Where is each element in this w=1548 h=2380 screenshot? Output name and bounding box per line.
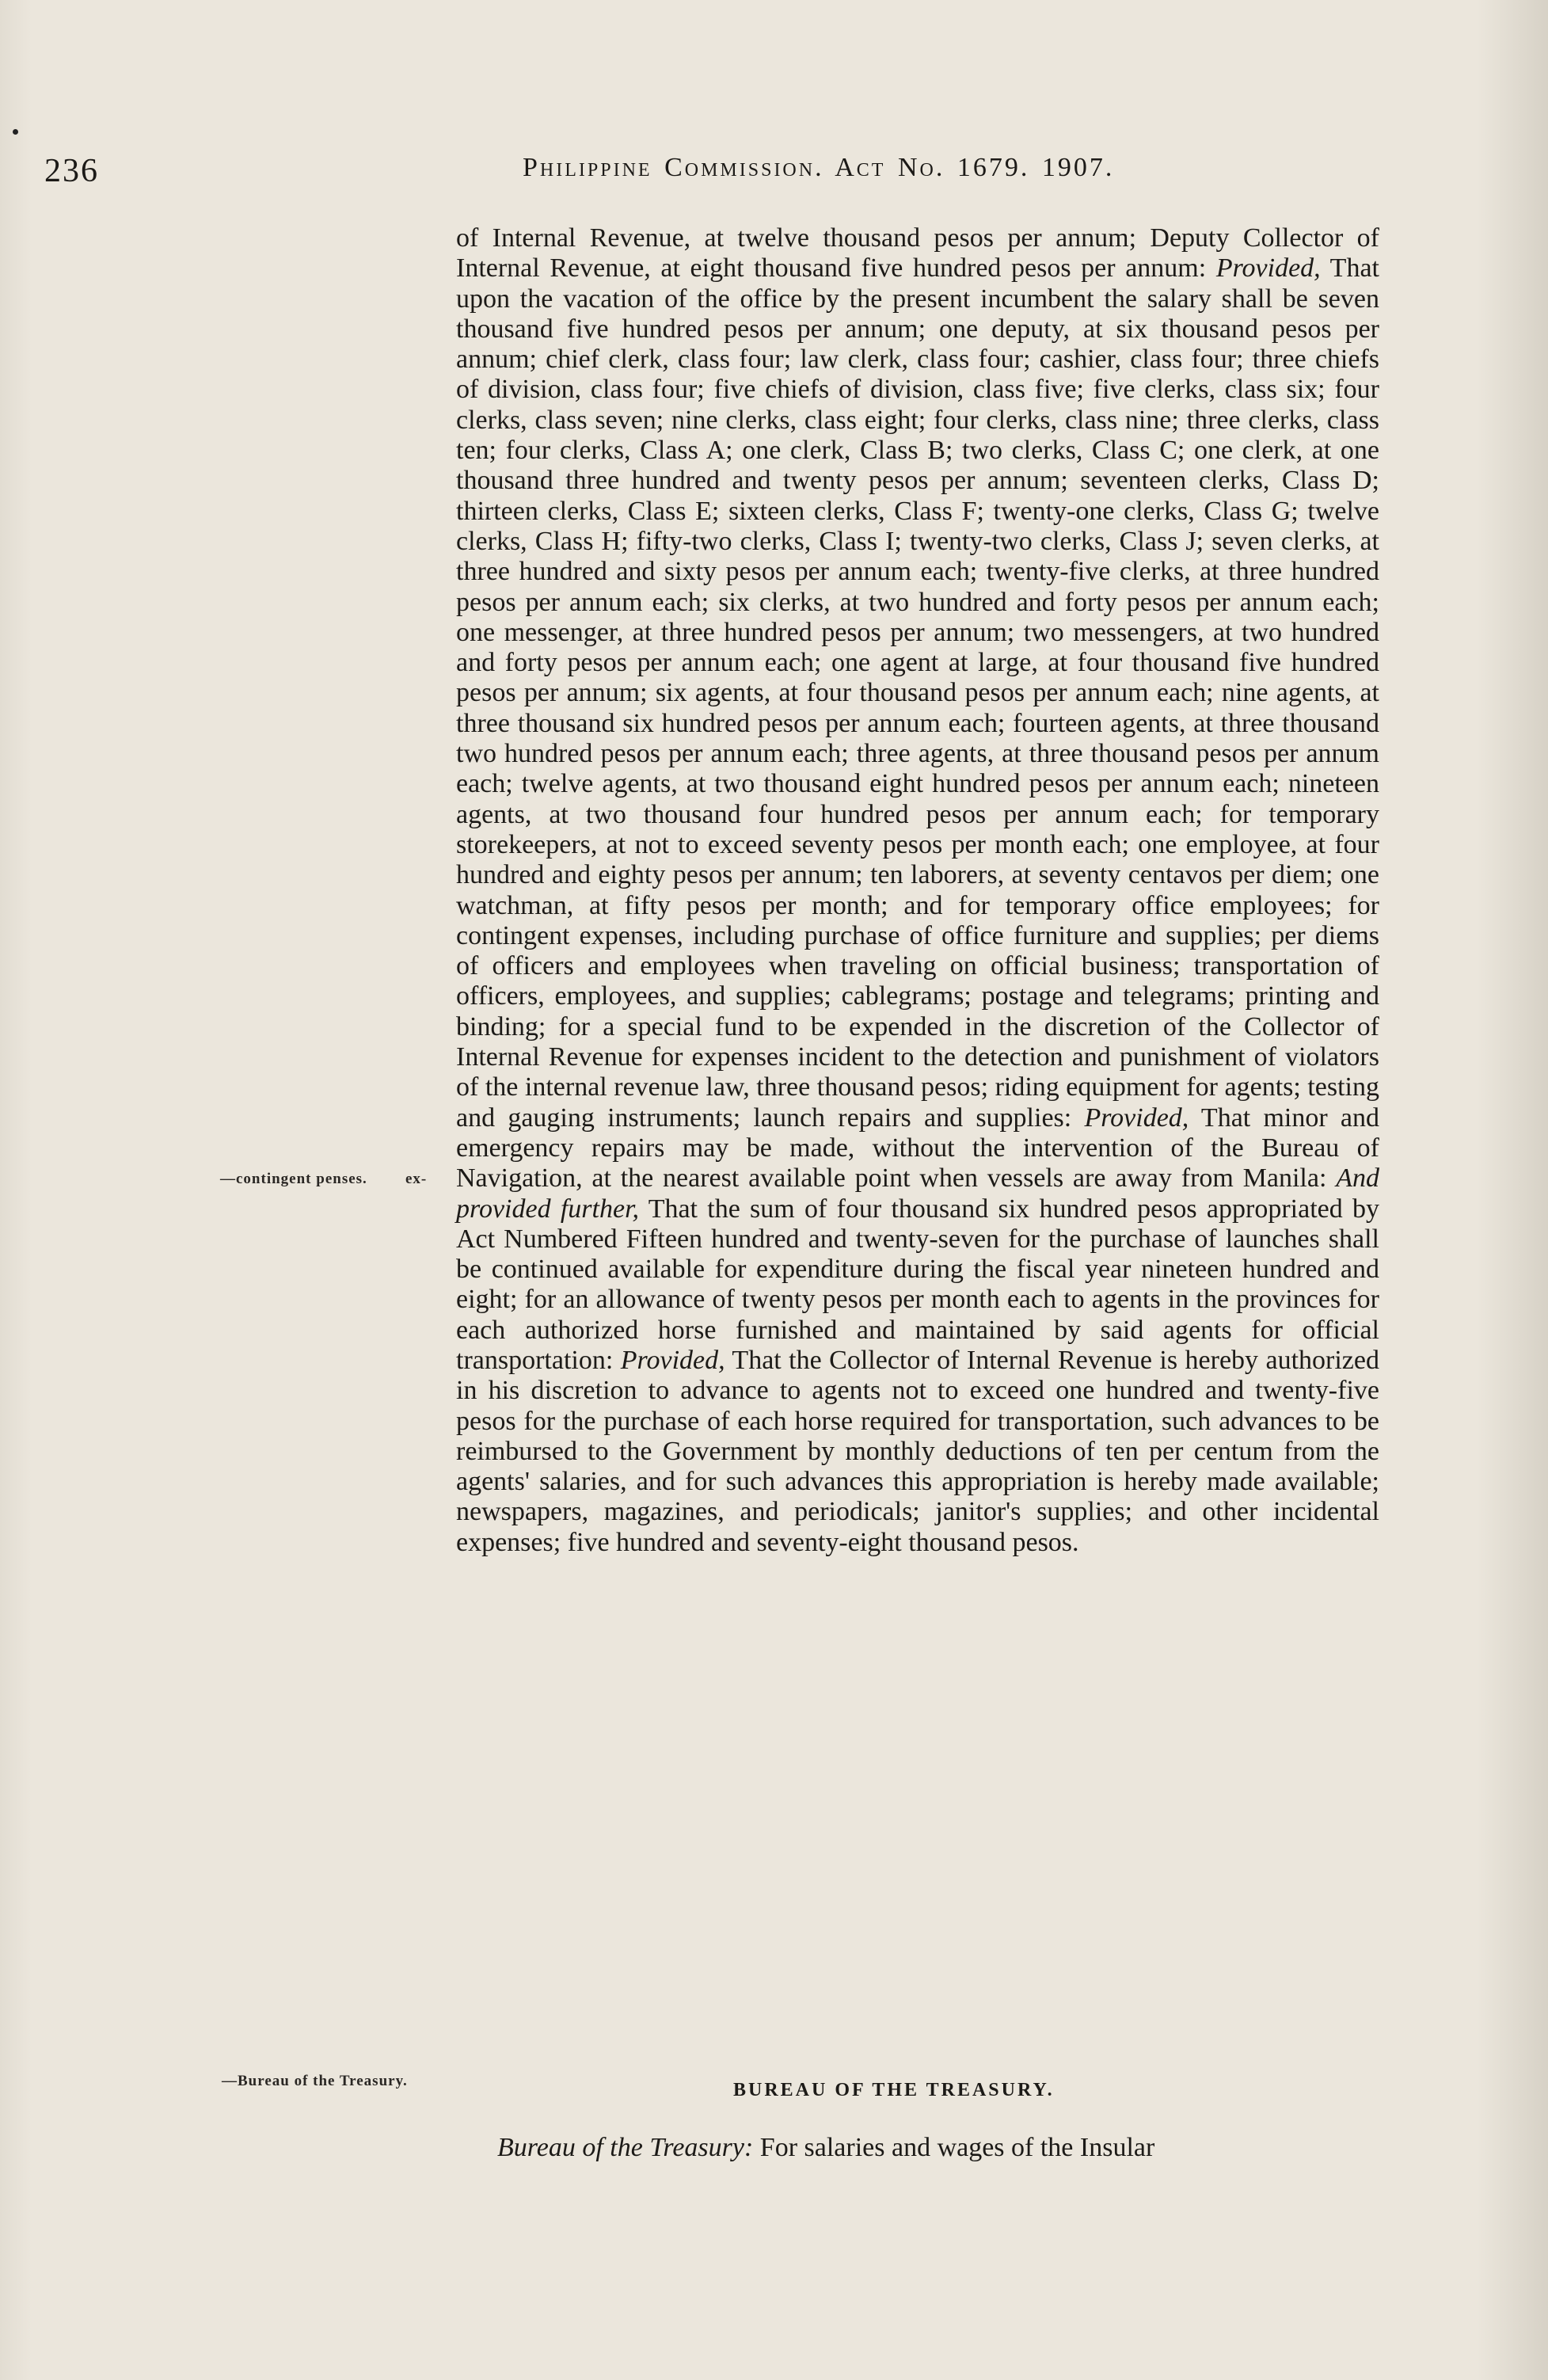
running-head: Philippine Commission. Act No. 1679. 1907.: [523, 153, 1115, 182]
bureau-paragraph-text: For salaries and wages of the Insular: [753, 2133, 1155, 2162]
main-text-part-5: That the Collector of Internal Revenue is hereby authorized in his discretion to advance to agents not to exceed one hundred and twenty-five pesos for the purchase of each horse required for transportation, such advances to be reimbursed to the Government by monthly deductions of ten per centum from the agents' salaries, and for such advances this appropriation is hereby made available; newspapers, magazines, and periodicals; janitor's supplies; and other incidental expenses; five hundred and seventy-eight thousand pesos.: [456, 1345, 1379, 1557]
provided-italic-1: Provided,: [1215, 253, 1321, 284]
main-text-part-2: That upon the vacation of the office by the present incumbent the salary shall be seven thousand five hundred pesos per annum; one deputy, at six thousand pesos per annum; chief clerk, class four; law clerk, class four; cashier, class four; three chiefs of division, class four; five chiefs of division, class five; five clerks, class six; four clerks, class seven; nine clerks, class eight; four clerks, class nine; three clerks, class ten; four clerks, Class A; one clerk, Class B; two clerks, Class C; one clerk, at one thousand three hundred and twenty pesos per annum; seventeen clerks, Class D; thirteen clerks, Class E; sixteen clerks, Class F; twenty-one clerks, Class G; twelve clerks, Class H; fifty-two clerks, Class I; twenty-two clerks, Class J; seven clerks, at three hundred and sixty pesos per annum each; twenty-five clerks, at three hundred pesos per annum each; six clerks, at two hundred and forty pesos per annum each; one messenger, at three hundred pesos per annum; two messengers, at two hundred and forty pesos per annum each; one agent at large, at four thousand five hundred pesos per annum; six agents, at four thousand pesos per annum each; nine agents, at three thousand six hundred pesos per annum each; fourteen agents, at three thousand two hundred pesos per annum each; three agents, at three thousand pesos per annum each; twelve agents, at two thousand eight hundred pesos per annum each; nineteen agents, at two thousand four hundred pesos per annum each; for temporary storekeepers, at not to exceed seventy pesos per month each; one employee, at four hundred and eighty pesos per annum; ten laborers, at seventy centavos per diem; one watchman, at fifty pesos per month; and for temporary office employees; for contingent expenses, including purchase of office furniture and supplies; per diems of officers and employees when traveling on official business; transportation of officers, employees, and supplies; cablegrams; postage and telegrams; printing and binding; for a special fund to be expended in the discretion of the Collector of Internal Revenue for expenses incident to the detection and punishment of violators of the internal revenue law, three thousand pesos; riding equipment for agents; testing and gauging instruments; launch repairs and supplies:: [456, 253, 1379, 1133]
margin-note-contingent-ex: ex-: [405, 1171, 428, 1187]
main-text-part-3: That minor and emergency repairs may be made, without the intervention of the Bureau of Navigation, at the nearest available point when vessels are away from Manila:: [456, 1102, 1379, 1194]
bureau-italic-lead: Bureau of the Treasury:: [497, 2133, 754, 2162]
page-shade-left: [0, 0, 32, 2380]
page-shade-right: [1477, 0, 1548, 2380]
provided-italic-2: Provided,: [1084, 1102, 1189, 1133]
provided-italic-3: Provided,: [620, 1345, 725, 1375]
margin-note-bureau-of-treasury: —Bureau of the Treasury.: [222, 2073, 408, 2089]
bureau-paragraph: [497, 2133, 1379, 2163]
main-paragraph: [456, 223, 1379, 1558]
margin-note-contingent-expenses: —contingent penses.: [220, 1171, 367, 1187]
main-text-part-4: That the sum of four thousand six hundred pesos appropriated by Act Numbered Fifteen hundred and twenty-seven for the purchase of launches shall be continued available for expenditure during the fiscal year nineteen hundred and eight; for an allowance of twenty pesos per month each to agents in the provinces for each authorized horse furnished and maintained by said agents for official transportation:: [456, 1194, 1379, 1375]
ink-speck: [13, 129, 18, 135]
page-number: 236: [44, 153, 99, 189]
main-text-part-1: of Internal Revenue, at twelve thousand pesos per annum; Deputy Collector of Internal Revenue, at eight thousand five hundred pesos per annum:: [456, 223, 1379, 284]
and-provided-further-italic: And provided further,: [456, 1163, 1379, 1224]
section-heading: BUREAU OF THE TREASURY.: [733, 2080, 1055, 2100]
